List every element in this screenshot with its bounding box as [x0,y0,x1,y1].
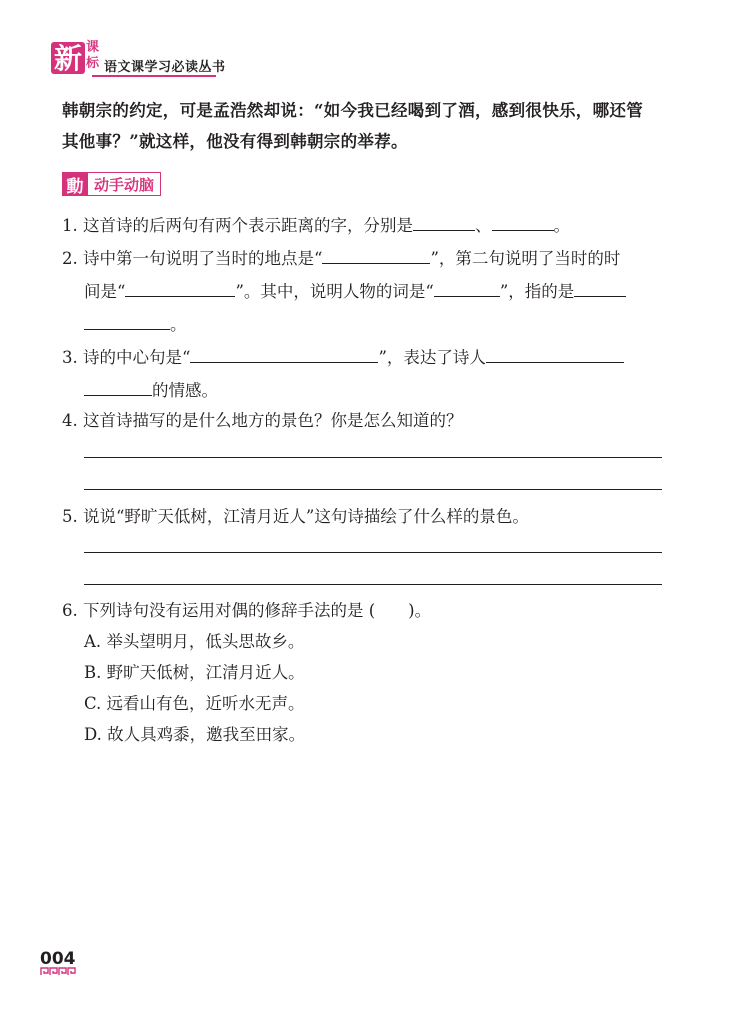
question-2-text-b: ”，第二句说明了当时的时 [430,249,621,268]
intro-line-1: 韩朝宗的约定，可是孟浩然却说：“如今我已经喝到了酒，感到很快乐，哪还管 [62,101,643,120]
question-2-text-e: ”，指的是 [499,282,575,301]
answer-line[interactable] [84,552,662,553]
question-1-end: 。 [553,216,570,235]
question-3-text-a: 3. 诗的中心句是“ [62,348,191,367]
answer-blank[interactable] [413,212,475,231]
question-2-line-3 [84,311,187,336]
question-3-line-2 [84,377,218,402]
answer-blank[interactable] [84,311,170,330]
logo-subtitle: 课标 [86,40,100,71]
question-3-line-1 [62,344,624,369]
question-2-line-1 [62,245,620,270]
section-label: 动手动脑 [88,172,161,196]
page-number: 004 [40,949,76,969]
question-2-text-a: 2. 诗中第一句说明了当时的地点是“ [62,249,323,268]
answer-blank[interactable] [492,212,554,231]
answer-blank[interactable] [125,278,235,297]
answer-blank[interactable] [434,278,500,297]
answer-blank[interactable] [190,344,378,363]
section-hands-icon: 動 [62,172,88,196]
option-a[interactable]: A. 举头望明月，低头思故乡。 [84,632,305,651]
question-2-text-d: ”。其中，说明人物的词是“ [235,282,434,301]
question-3-text-c: 的情感。 [152,381,218,400]
header-divider [92,75,216,77]
option-d[interactable]: D. 故人具鸡黍，邀我至田家。 [84,725,306,744]
question-1 [62,212,570,237]
question-5: 5. 说说“野旷天低树，江清月近人”这句诗描绘了什么样的景色。 [62,507,529,526]
separator: 、 [475,216,492,235]
intro-line-2: 其他事？”就这样，他没有得到韩朝宗的举荐。 [62,132,408,151]
question-4: 4. 这首诗描写的是什么地方的景色？你是怎么知道的？ [62,411,463,430]
answer-blank[interactable] [486,344,624,363]
answer-blank[interactable] [322,245,430,264]
question-6: 6. 下列诗句没有运用对偶的修辞手法的是 ( )。 [62,601,432,620]
question-1-text: 1. 这首诗的后两句有两个表示距离的字，分别是 [62,216,413,235]
section-badge [62,171,161,197]
answer-blank[interactable] [574,278,626,297]
question-2-text-c: 间是“ [84,282,126,301]
fret-ornament-icon [40,967,78,976]
answer-blank[interactable] [84,377,152,396]
question-3-text-b: ”，表达了诗人 [378,348,486,367]
question-2-line-2 [84,278,626,303]
option-c[interactable]: C. 远看山有色，近听水无声。 [84,694,305,713]
answer-line[interactable] [84,457,662,458]
answer-line[interactable] [84,489,662,490]
option-b[interactable]: B. 野旷天低树，江清月近人。 [84,663,305,682]
series-title: 语文课学习必读丛书 [104,60,226,75]
question-2-end: 。 [170,315,187,334]
answer-line[interactable] [84,584,662,585]
logo-char: 新 [53,42,83,75]
